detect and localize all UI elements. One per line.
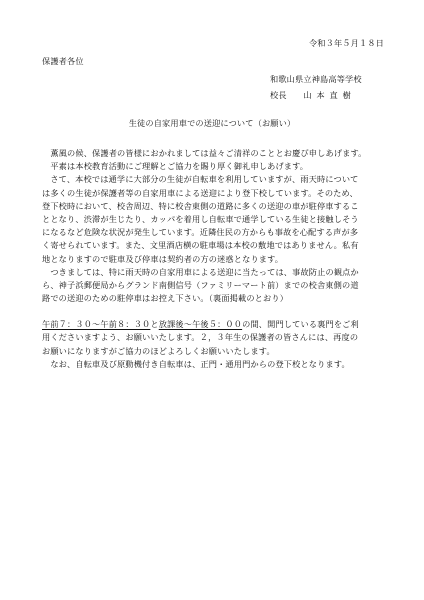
body-line: 路での送迎のための駐停車はお控え下さい。（裏面掲載のとおり） (42, 293, 289, 304)
recipient: 保護者各位 (42, 56, 84, 66)
school-name: 和歌山県立神島高等学校 (270, 74, 362, 84)
body-line: は多くの生徒が保護者等の自家用車による送迎により登下校しています。そのため、 (42, 187, 358, 198)
body-line: ととなり、渋滞が生じたり、カッパを着用し自転車で通学している生徒と接触しそう (42, 213, 359, 224)
paragraph-gap (42, 305, 380, 318)
hours-connector: と (150, 319, 159, 330)
body-line: なお、自転車及び原動機付き自転車は、正門・通用門からの登下校となります。 (42, 358, 350, 369)
morning-hours: 午前７：３０～午前８：３０ (42, 319, 151, 330)
body-line: ら、神子浜郵便局からグランド南側信号（ファミリーマート前）までの校舎東側の道 (42, 279, 359, 290)
afternoon-hours: 放課後～午後５：００ (158, 319, 243, 330)
body-line: 用くださいますよう、お願いいたします。２，３年生の保護者の皆さんには、再度の (42, 332, 359, 343)
body-line: お願いになりますがご協力のほどよろしくお願いいたします。 (42, 345, 275, 356)
body-line: 平素は本校教育活動にご理解とご協力を賜り厚く御礼申しあげます。 (42, 161, 309, 172)
gate-hours-rest: の間、開門している裏門をご利 (242, 319, 359, 330)
principal-name: 校長 山 本 直 樹 (270, 90, 351, 100)
body-line: になるなど危険な状況が発生しています。近隣住民の方からも事故を心配する声が多 (42, 227, 359, 238)
body-line: 登下校時において、校舎周辺、特に校舎東側の道路に多くの送迎の車が駐停車するこ (42, 200, 359, 211)
body-line: 地となりますので駐車及び停車は契約者の方の迷惑となります。 (42, 253, 284, 264)
document-body (42, 147, 380, 371)
body-line: く寄せられています。また、文里酒店横の駐車場は本校の敷地ではありません。私有 (42, 240, 359, 251)
body-line: 薫風の候、保護者の皆様におかれましては益々ご清祥のこととお慶び申しあげます。 (42, 148, 367, 158)
document-title: 生徒の自家用車での送迎について（お願い） (128, 118, 296, 128)
body-line: さて、本校では通学に大部分の生徒が自転車を利用していますが、雨天時について (42, 174, 359, 185)
gate-hours-line (42, 318, 380, 331)
issue-date: 令和３年５月１８日 (308, 38, 384, 48)
body-line: つきましては、特に雨天時の自家用車による送迎に当たっては、事故防止の観点か (42, 266, 359, 277)
